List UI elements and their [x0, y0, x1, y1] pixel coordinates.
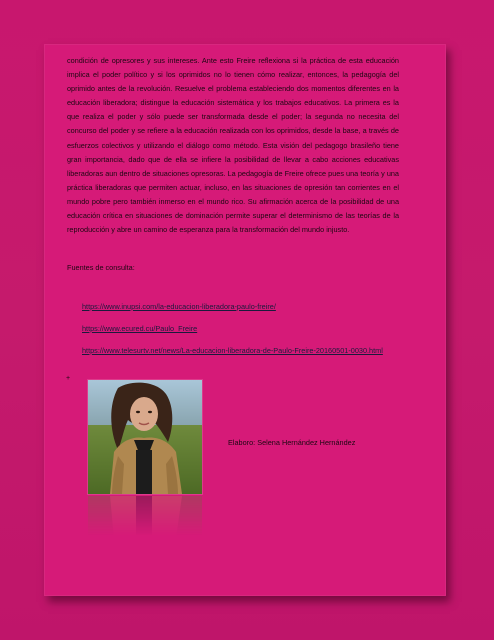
source-link-inupsi[interactable]: https://www.inupsi.com/la-educacion-liberadora-paulo-freire/: [82, 302, 276, 311]
reflection-illustration: [88, 496, 202, 536]
portrait-reflection: [88, 496, 202, 536]
author-photo: [88, 380, 202, 530]
source-link-telesur[interactable]: https://www.telesurtv.net/news/La-educacion-liberadora-de-Paulo-Freire-20160501-0030.html: [82, 346, 383, 355]
author-credit: Elaboro: Selena Hernández Hernández: [228, 438, 356, 447]
body-paragraph: condición de opresores y sus intereses. Ante esto Freire reflexiona si la práctica de esta educación implica el poder político y si los oprimidos no lo tienen cómo realizar, entonces, la pedagogía del oprimido antes de la revolución. Resuelve el problema estableciendo dos momentos diferentes en la educación liberadora; distingue la educación sistemática y los trabajos educativos. La primera es la que realiza el poder y sólo puede ser transformada desde el poder; la segunda no necesita del concurso del poder y se refiere a la educación realizada con los oprimidos, desde la base, a través de esfuerzos colectivos y utilizando el diálogo como método. Esta visión del pedagogo brasileño tiene gran importancia, dado que de ella se infiere la posibilidad de llevar a cabo acciones educativas liberadoras aun dentro de situaciones opresoras. La pedagogía de Freire ofrece pues una teoría y una práctica liberadoras que permiten actuar, incluso, en las situaciones de opresión tan corrientes en el mundo pobre pero también inmerso en el mundo rico. Su afirmación acerca de la posibilidad de una educación crítica en situaciones de dominación permite superar el determinismo de las teorías de la reproducción y abre un camino de esperanza para la transformación del mundo injusto.: [67, 56, 399, 235]
portrait-illustration: [88, 380, 202, 494]
plus-mark: +: [66, 375, 71, 382]
sources-heading: Fuentes de consulta:: [67, 263, 135, 272]
portrait-image: [88, 380, 202, 494]
source-link-ecured[interactable]: https://www.ecured.cu/Paulo_Freire: [82, 324, 198, 333]
